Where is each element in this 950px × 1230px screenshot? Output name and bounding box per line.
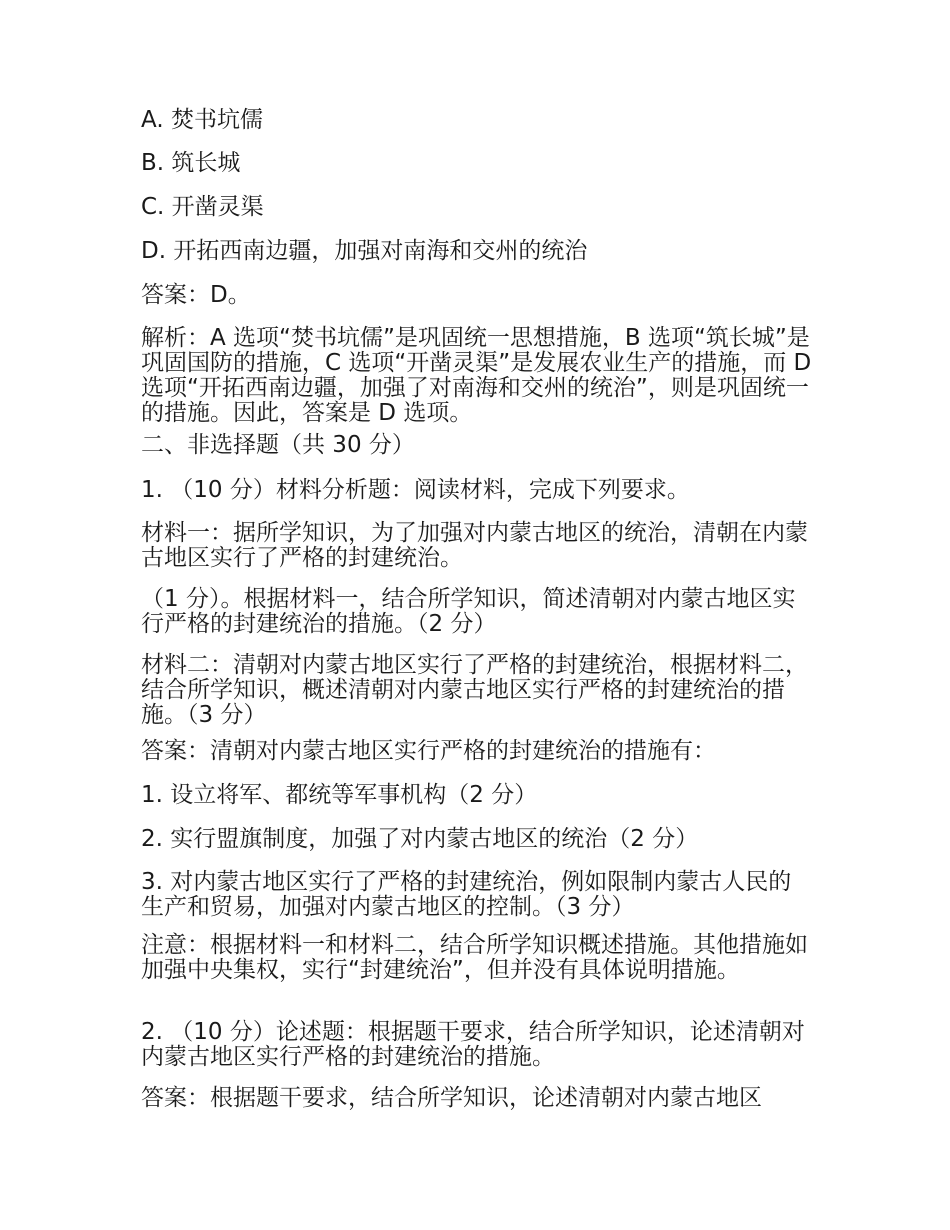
answer-point-1: 1. 设立将军、都统等军事机构（2 分）	[141, 782, 538, 808]
question-1-heading: 1. （10 分）材料分析题：阅读材料，完成下列要求。	[141, 477, 690, 503]
option-d: D. 开拓西南边疆，加强对南海和交州的统治	[141, 238, 588, 264]
option-c: C. 开凿灵渠	[141, 194, 264, 220]
sub-question-1: （1 分）。根据材料一，结合所学知识，简述清朝对内蒙古地区实行严格的封建统治的措施。（2 分）	[141, 586, 796, 637]
note-paragraph: 注意：根据材料一和材料二，结合所学知识概述措施。其他措施如加强中央集权，实行“封建统治”，但并没有具体说明措施。	[141, 932, 808, 983]
answer-1: 答案：D。	[141, 282, 251, 308]
answer-point-3: 3. 对内蒙古地区实行了严格的封建统治，例如限制内蒙古人民的生产和贸易，加强对内蒙古地区的控制。（3 分）	[141, 869, 792, 920]
material-one: 材料一：据所学知识，为了加强对内蒙古地区的统治，清朝在内蒙古地区实行了严格的封建统治。	[141, 520, 808, 571]
section-heading: 二、非选择题（共 30 分）	[141, 432, 415, 458]
answer-3: 答案：根据题干要求，结合所学知识，论述清朝对内蒙古地区	[141, 1085, 762, 1111]
question-2: 2. （10 分）论述题：根据题干要求，结合所学知识，论述清朝对内蒙古地区实行严格的封建统治的措施。	[141, 1019, 805, 1070]
option-b: B. 筑长城	[141, 150, 241, 176]
analysis-paragraph: 解析：A 选项“焚书坑儒”是巩固统一思想措施，B 选项“筑长城”是巩固国防的措施，C 选项“开凿灵渠”是发展农业生产的措施，而 D 选项“开拓西南边疆，加强了对南海和交州的统治”，则是巩固统一的措施。因此，答案是 D 选项。	[141, 325, 812, 426]
option-a: A. 焚书坑儒	[141, 107, 263, 133]
answer-2-intro: 答案：清朝对内蒙古地区实行严格的封建统治的措施有：	[141, 738, 716, 764]
material-two: 材料二：清朝对内蒙古地区实行了严格的封建统治，根据材料二，结合所学知识，概述清朝对内蒙古地区实行严格的封建统治的措施。（3 分）	[141, 652, 808, 728]
answer-point-2: 2. 实行盟旗制度，加强了对内蒙古地区的统治（2 分）	[141, 826, 699, 852]
